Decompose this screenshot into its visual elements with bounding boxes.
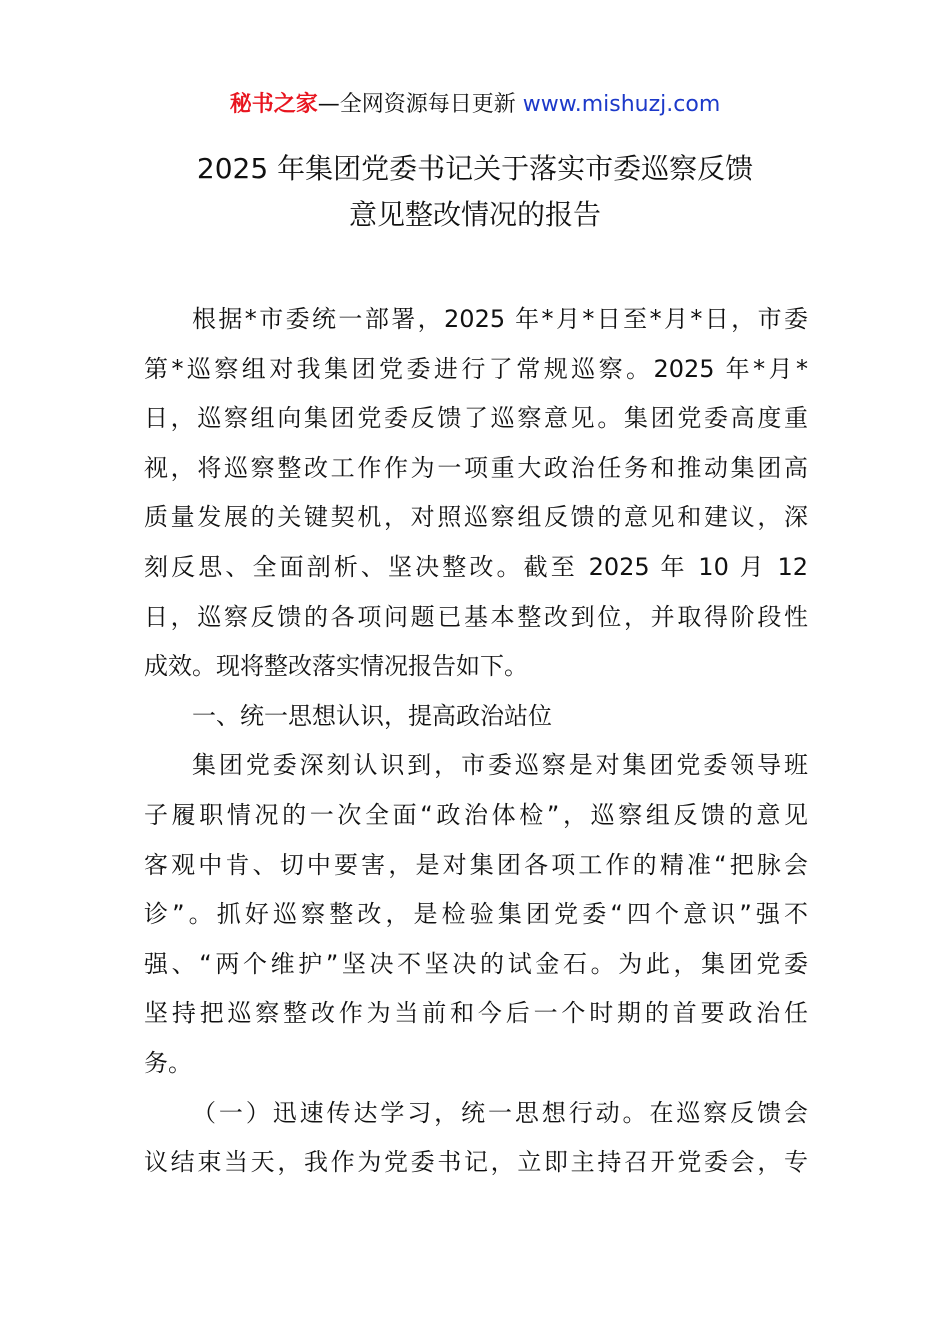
paragraph-line: 日，巡察组向集团党委反馈了巡察意见。集团党委高度重 xyxy=(144,404,808,433)
paragraph-line: 视，将巡察整改工作作为一项重大政治任务和推动集团高 xyxy=(144,453,808,482)
title-line-1: 2025 年集团党委书记关于落实市委巡察反馈 xyxy=(196,152,754,185)
header-slogan: —全网资源每日更新 xyxy=(317,92,516,117)
paragraph-line: 成效。现将整改落实情况报告如下。 xyxy=(144,652,528,681)
paragraph-line: 刻反思、全面剖析、坚决整改。截至 2025 年 10 月 12 xyxy=(144,552,808,581)
paragraph-line: 子履职情况的一次全面“政治体检”，巡察组反馈的意见 xyxy=(144,800,808,829)
paragraph-section1 xyxy=(144,741,808,1088)
document-body xyxy=(144,295,808,1188)
paragraph-line: （一）迅速传达学习，统一思想行动。在巡察反馈会 xyxy=(192,1098,808,1127)
paragraph-line: 务。 xyxy=(144,1048,192,1077)
paragraph-line: 第*巡察组对我集团党委进行了常规巡察。2025 年*月* xyxy=(144,354,808,383)
paragraph-line: 客观中肯、切中要害，是对集团各项工作的精准“把脉会 xyxy=(144,850,808,879)
paragraph-line: 日，巡察反馈的各项问题已基本整改到位，并取得阶段性 xyxy=(144,602,808,631)
paragraph-intro xyxy=(144,295,808,692)
site-url-link[interactable]: www.mishuzj.com xyxy=(522,92,721,117)
paragraph-subsection1 xyxy=(144,1089,808,1188)
document-title xyxy=(0,146,950,238)
paragraph-line: 根据*市委统一部署，2025 年*月*日至*月*日，市委 xyxy=(192,305,808,333)
paragraph-line: 强、“两个维护”坚决不坚决的试金石。为此，集团党委 xyxy=(144,949,808,978)
paragraph-line: 质量发展的关键契机，对照巡察组反馈的意见和建议，深 xyxy=(144,503,808,532)
title-line-2: 意见整改情况的报告 xyxy=(348,198,601,231)
paragraph-line: 诊”。抓好巡察整改，是检验集团党委“四个意识”强不 xyxy=(144,900,808,929)
section-heading: 一、统一思想认识，提高政治站位 xyxy=(192,701,552,730)
brand-name: 秘书之家 xyxy=(229,92,318,117)
paragraph-line: 坚持把巡察整改作为当前和今后一个时期的首要政治任 xyxy=(144,999,808,1028)
paragraph-line: 集团党委深刻认识到，市委巡察是对集团党委领导班 xyxy=(192,751,808,780)
site-header xyxy=(0,88,950,122)
paragraph-line: 议结束当天，我作为党委书记，立即主持召开党委会，专 xyxy=(144,1148,808,1177)
